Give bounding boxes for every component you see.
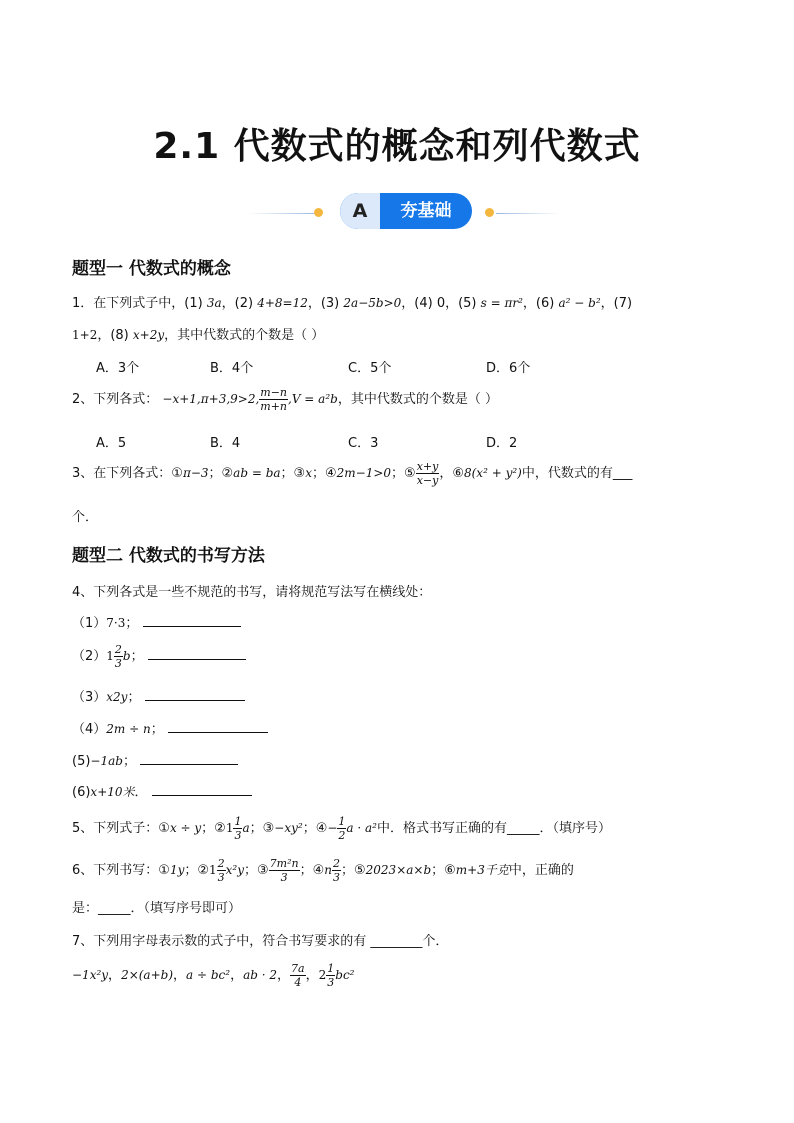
section-heading-2: 题型二 代数式的书写方法 xyxy=(72,546,265,566)
question-3-line-1: 3、在下列各式：①π−3；②ab = ba；③x；④2m−1>0；⑤ $\frac{x+y}{x-y}$ ，⑥8(x² + y²)中，代数式的有___ xyxy=(72,460,633,487)
question-6-line-2: 是：_____．（填写序号即可） xyxy=(72,901,242,916)
answer-blank[interactable] xyxy=(168,731,268,733)
q2-option-b: B．4 xyxy=(210,436,241,451)
q4-item-3: （3）x2y； xyxy=(72,686,245,705)
question-7: 7、下列用字母表示数的式子中，符合书写要求的有 ________个． xyxy=(72,934,449,949)
q1-option-d: D．6个 xyxy=(486,361,531,376)
q7-fraction-5: $\frac{7a}{4}$ xyxy=(291,962,305,989)
banner-letter: A xyxy=(340,193,380,229)
question-5: 5、下列式子：①x ÷ y；②1 $\frac{1}{3}$ a；③−xy²；④− $\frac{1}{2}$ a · a²中．格式书写正确的有_____．（填序号） xyxy=(72,815,611,842)
q7-fraction-6: $\frac{1}{3}$ xyxy=(327,962,335,989)
answer-blank[interactable] xyxy=(140,763,238,765)
section-banner xyxy=(340,193,472,229)
answer-blank[interactable] xyxy=(152,794,252,796)
banner-label: 夯基础 xyxy=(400,201,452,221)
q6-fraction-3: $\frac{\text{7m²n}}{3}$ xyxy=(269,857,299,884)
q4-item-6: (6)x+10米． xyxy=(72,781,252,800)
q1-option-a: A．3个 xyxy=(96,361,140,376)
q2-option-a: A．5 xyxy=(96,436,127,451)
question-2: 2、下列各式： −x+1,π+3,9>2, $\frac{m-n}{m+n}$ ,V = a²b，其中代数式的个数是（ ） xyxy=(72,386,498,413)
section-heading-1: 题型一 代数式的概念 xyxy=(72,259,231,279)
question-4: 4、下列各式是一些不规范的书写，请将规范写法写在横线处： xyxy=(72,585,432,600)
q6-fraction-2: $\frac{2}{3}$ xyxy=(217,857,225,884)
q1-option-b: B．4个 xyxy=(210,361,254,376)
q4-item-1: （1）7·3； xyxy=(72,612,241,631)
q6-fraction-4: $\frac{2}{3}$ xyxy=(333,857,340,884)
q4-item-5: (5)−1ab； xyxy=(72,750,238,769)
q4-item-2: （2）1 $\frac{2}{3}$ b； xyxy=(72,643,246,670)
answer-blank[interactable] xyxy=(148,658,246,660)
question-6-line-1: 6、下列书写：①1y；②1 $\frac{2}{3}$ x²y；③ $\frac{\text{7m²n}}{3}$ ；④n $\frac{2}{3}$ ；⑤2023×a×b；⑥m+3千克中，正确的 xyxy=(72,857,574,884)
banner-dot-left xyxy=(314,208,323,217)
question-1-line-2: 1+2，(8) x+2y，其中代数式的个数是（ ） xyxy=(72,328,325,343)
question-7-expressions: −1x²y，2×(a+b)，a ÷ bc²，ab · 2， $\frac{7a}{4}$ ，2 $\frac{1}{3}$ bc² xyxy=(72,962,355,989)
question-3-line-2: 个． xyxy=(72,510,99,525)
q1-option-c: C．5个 xyxy=(348,361,392,376)
question-1-line-1: 1．在下列式子中，(1) 3a，(2) 4+8=12，(3) 2a−5b>0，(4) 0，(5) s = πr²，(6) a² − b²，(7) xyxy=(72,296,633,311)
q4-mixed-fraction: $\frac{2}{3}$ xyxy=(114,643,122,670)
q3-fraction: $\frac{x+y}{x-y}$ xyxy=(416,460,439,487)
q2-fraction: $\frac{m-n}{m+n}$ xyxy=(260,386,288,413)
banner-line-left xyxy=(248,213,316,214)
answer-blank[interactable] xyxy=(143,625,241,627)
page-title: 2.1 代数式的概念和列代数式 xyxy=(153,126,641,167)
q5-fraction-4: $\frac{1}{2}$ xyxy=(338,815,346,842)
banner-line-right xyxy=(496,213,560,214)
q2-option-c: C．3 xyxy=(348,436,379,451)
q2-option-d: D．2 xyxy=(486,436,518,451)
q4-item-4: （4）2m ÷ n； xyxy=(72,718,268,737)
answer-blank[interactable] xyxy=(145,699,245,701)
banner-dot-right xyxy=(485,208,494,217)
q5-fraction-2: $\frac{1}{3}$ xyxy=(234,815,242,842)
